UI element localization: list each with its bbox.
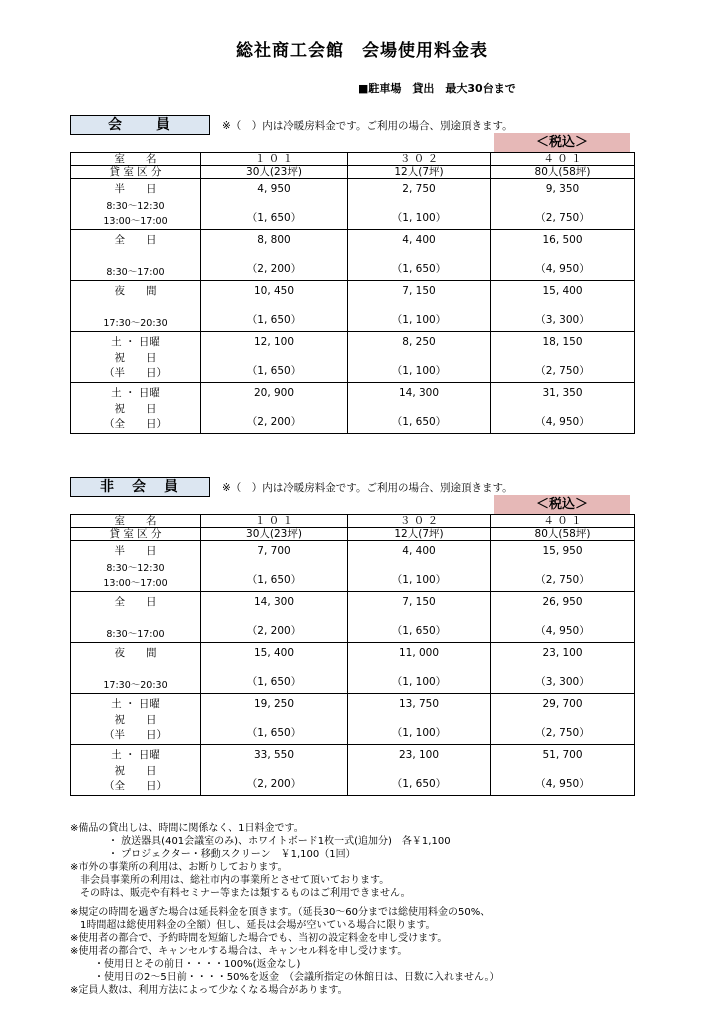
- price-pair: [201, 383, 347, 433]
- ac-fee-value: （1, 100）: [391, 574, 447, 586]
- ac-fee-value: （4, 950）: [535, 778, 590, 790]
- category-line3: （半 日）: [104, 729, 167, 741]
- category-line3: （半 日）: [104, 367, 167, 379]
- category-line1: 土 ・ 日曜: [111, 387, 160, 399]
- price-cell: [348, 592, 491, 643]
- category-lines: [71, 541, 200, 591]
- price-value: 15, 950: [542, 545, 583, 557]
- ac-fee-value: （3, 300）: [535, 314, 590, 326]
- category-line2: 8:30～12:30: [106, 562, 165, 574]
- room-2-capacity: 12人(7坪): [348, 528, 491, 541]
- table-row: [71, 694, 635, 745]
- category-lines: [71, 383, 200, 433]
- ac-fee-value: （4, 950）: [535, 416, 590, 428]
- table-row: [71, 281, 635, 332]
- table-row: [71, 383, 635, 434]
- price-cell: [201, 230, 348, 281]
- price-value: 2, 750: [402, 183, 436, 195]
- category-cell: [71, 541, 201, 592]
- table-row: [71, 230, 635, 281]
- members-section: [70, 115, 630, 445]
- price-pair: [491, 541, 634, 591]
- members-rate-table: [70, 152, 635, 434]
- price-cell: [348, 332, 491, 383]
- price-value: 18, 150: [542, 336, 583, 348]
- category-line1: 半 日: [114, 183, 157, 195]
- price-value: 15, 400: [542, 285, 583, 297]
- ac-fee-value: （2, 750）: [535, 365, 590, 377]
- price-pair: [348, 745, 490, 795]
- price-value: 8, 250: [402, 336, 436, 348]
- price-value: 9, 350: [545, 183, 580, 195]
- price-pair: [201, 592, 347, 642]
- price-cell: [491, 281, 635, 332]
- ac-fee-value: （1, 100）: [391, 212, 447, 224]
- ac-fee-value: （1, 650）: [391, 625, 447, 637]
- category-line3: 13:00～17:00: [103, 578, 168, 589]
- category-line3: 13:00～17:00: [103, 216, 168, 227]
- category-lines: [71, 179, 200, 229]
- price-pair: [348, 179, 490, 229]
- ac-fee-value: （2, 750）: [535, 727, 590, 739]
- header-room-label: 室 名: [71, 515, 201, 528]
- table-row: [71, 179, 635, 230]
- price-pair: [201, 694, 347, 744]
- note-no-sales: その時は、販売や有料セミナー等または類するものはご利用できません。: [80, 888, 411, 899]
- price-value: 15, 400: [253, 647, 295, 659]
- price-pair: [201, 643, 347, 693]
- table-row: [71, 643, 635, 694]
- price-cell: [201, 281, 348, 332]
- note-equipment: ※備品の貸出しは、時間に関係なく、1日料金です。: [70, 823, 304, 834]
- price-value: 20, 900: [253, 387, 295, 399]
- note-shortening: ※使用者の都合で、予約時間を短縮した場合でも、当初の設定料金を申し受けます。: [70, 933, 448, 944]
- price-pair: [491, 643, 634, 693]
- price-cell: [491, 694, 635, 745]
- ac-fee-value: （1, 650）: [246, 212, 302, 224]
- price-pair: [491, 179, 634, 229]
- category-line1: 土 ・ 日曜: [111, 336, 160, 348]
- price-cell: [348, 281, 491, 332]
- price-pair: [201, 179, 347, 229]
- table-row: [71, 745, 635, 796]
- category-line1: 夜 間: [114, 285, 157, 297]
- price-value: 14, 300: [398, 387, 440, 399]
- category-line3: 8:30～17:00: [106, 629, 165, 640]
- room-1-capacity: 30人(23坪): [201, 528, 348, 541]
- price-pair: [491, 332, 634, 382]
- price-value: 7, 700: [257, 545, 291, 557]
- price-pair: [348, 332, 490, 382]
- price-pair: [348, 643, 490, 693]
- price-value: 13, 750: [398, 698, 440, 710]
- price-pair: [348, 383, 490, 433]
- note-nonmember-scope: 非会員事業所の利用は、総社市内の事業所とさせて頂いております。: [80, 875, 390, 886]
- ac-fee-value: （1, 650）: [246, 365, 302, 377]
- category-line1: 夜 間: [114, 647, 157, 659]
- price-cell: [201, 592, 348, 643]
- category-line1: 土 ・ 日曜: [111, 698, 160, 710]
- note-extension: ※規定の時間を過ぎた場合は延長料金を頂きます。（延長30～60分までは総使用料金の50%、: [70, 907, 491, 918]
- category-lines: [71, 643, 200, 693]
- header-row-capacity: [71, 528, 635, 541]
- ac-fee-value: （1, 650）: [246, 574, 302, 586]
- price-cell: [348, 230, 491, 281]
- members-table-body: [71, 153, 635, 434]
- category-lines: [71, 694, 200, 744]
- ac-fee-value: （1, 100）: [391, 314, 447, 326]
- price-cell: [348, 383, 491, 434]
- price-value: 12, 100: [253, 336, 295, 348]
- category-line1: 半 日: [114, 545, 157, 557]
- ac-fee-value: （2, 750）: [535, 574, 590, 586]
- category-cell: [71, 383, 201, 434]
- room-1-capacity: 30人(23坪): [201, 166, 348, 179]
- category-cell: [71, 694, 201, 745]
- price-value: 33, 550: [253, 749, 295, 761]
- ac-fee-value: （1, 100）: [391, 365, 447, 377]
- price-value: 10, 450: [253, 285, 295, 297]
- nonmembers-rate-table: [70, 514, 635, 796]
- ac-fee-value: （2, 750）: [535, 212, 590, 224]
- category-line2: 祝 日: [114, 713, 157, 726]
- parking-info: ■駐車場 貸出 最大30台まで: [358, 82, 516, 95]
- price-value: 23, 100: [398, 749, 440, 761]
- category-line3: （全 日）: [104, 780, 167, 792]
- price-cell: [201, 383, 348, 434]
- note-cancel-day: ・使用日とその前日・・・・100%(返金なし): [94, 959, 301, 970]
- ac-fee-value: （2, 200）: [246, 416, 302, 428]
- price-value: 11, 000: [398, 647, 440, 659]
- price-cell: [201, 745, 348, 796]
- price-pair: [348, 694, 490, 744]
- nonmembers-tax-label: ＜税込＞: [494, 495, 630, 514]
- nonmembers-section: [70, 477, 630, 807]
- ac-fee-value: （4, 950）: [535, 263, 590, 275]
- price-pair: [348, 541, 490, 591]
- price-value: 29, 700: [542, 698, 583, 710]
- category-line2: 8:30～12:30: [106, 200, 165, 212]
- price-value: 14, 300: [253, 596, 295, 608]
- table-row: [71, 541, 635, 592]
- price-cell: [491, 332, 635, 383]
- nonmembers-ac-note: ※（ ）内は冷暖房料金です。ご利用の場合、別途頂きます。: [222, 482, 513, 494]
- price-value: 31, 350: [542, 387, 583, 399]
- room-3-name: ４ ０ １: [491, 153, 635, 166]
- price-cell: [348, 745, 491, 796]
- note-outside-city: ※市外の事業所の利用は、お断りしております。: [70, 862, 288, 873]
- ac-fee-value: （2, 200）: [246, 778, 302, 790]
- header-row-capacity: [71, 166, 635, 179]
- note-cancel-2to5: ・使用日の2～5日前・・・・50%を返金 （会議所指定の休館日は、日数に入れません。）: [94, 972, 500, 983]
- category-lines: [71, 592, 200, 642]
- note-extension-cont: 1時間超は総使用料金の全額）但し、延長は会場が空いている場合に限ります。: [80, 920, 436, 931]
- category-line1: 全 日: [114, 234, 157, 246]
- price-cell: [201, 541, 348, 592]
- price-pair: [348, 592, 490, 642]
- price-pair: [201, 332, 347, 382]
- category-line3: 17:30～20:30: [103, 680, 168, 691]
- price-cell: [348, 694, 491, 745]
- price-cell: [201, 694, 348, 745]
- room-1-name: １ ０ １: [201, 515, 348, 528]
- notes: [70, 822, 690, 997]
- price-pair: [348, 281, 490, 331]
- price-cell: [491, 179, 635, 230]
- price-pair: [348, 230, 490, 280]
- price-pair: [201, 745, 347, 795]
- price-cell: [491, 643, 635, 694]
- category-cell: [71, 230, 201, 281]
- price-pair: [201, 541, 347, 591]
- room-2-capacity: 12人(7坪): [348, 166, 491, 179]
- note-equipment-projector: ・ プロジェクター・移動スクリーン ￥1,100（1回）: [108, 849, 356, 860]
- note-capacity: ※定員人数は、利用方法によって少なくなる場合があります。: [70, 985, 348, 996]
- price-value: 7, 150: [402, 285, 436, 297]
- price-pair: [491, 694, 634, 744]
- price-value: 7, 150: [402, 596, 436, 608]
- price-cell: [491, 383, 635, 434]
- category-cell: [71, 745, 201, 796]
- ac-fee-value: （1, 650）: [246, 676, 302, 688]
- category-cell: [71, 332, 201, 383]
- ac-fee-value: （1, 650）: [391, 778, 447, 790]
- category-line3: （全 日）: [104, 418, 167, 430]
- price-cell: [201, 332, 348, 383]
- price-value: 4, 400: [402, 545, 436, 557]
- category-cell: [71, 179, 201, 230]
- price-value: 51, 700: [542, 749, 583, 761]
- room-2-name: ３ ０ ２: [348, 515, 491, 528]
- category-line1: 土 ・ 日曜: [111, 749, 160, 761]
- header-category-label: 貸 室 区 分: [71, 528, 201, 541]
- header-category-label: 貸 室 区 分: [71, 166, 201, 179]
- price-value: 4, 400: [402, 234, 436, 246]
- category-line2: 祝 日: [114, 764, 157, 777]
- price-cell: [491, 230, 635, 281]
- price-cell: [348, 179, 491, 230]
- note-equipment-audio: ・ 放送器具(401会議室のみ)、ホワイトボード1枚一式(追加分) 各￥1,100: [108, 836, 451, 847]
- members-ac-note: ※（ ）内は冷暖房料金です。ご利用の場合、別途頂きます。: [222, 120, 513, 132]
- category-lines: [71, 230, 200, 280]
- header-room-label: 室 名: [71, 153, 201, 166]
- room-2-name: ３ ０ ２: [348, 153, 491, 166]
- category-line1: 全 日: [114, 596, 157, 608]
- members-label: 会 員: [70, 115, 210, 135]
- ac-fee-value: （4, 950）: [535, 625, 590, 637]
- price-value: 16, 500: [542, 234, 583, 246]
- category-cell: [71, 281, 201, 332]
- category-line2: 祝 日: [114, 402, 157, 415]
- price-pair: [201, 281, 347, 331]
- price-pair: [491, 745, 634, 795]
- ac-fee-value: （1, 650）: [246, 727, 302, 739]
- price-pair: [201, 230, 347, 280]
- price-value: 26, 950: [542, 596, 583, 608]
- header-row-room: [71, 153, 635, 166]
- page-title: 総社商工会館 会場使用料金表: [236, 41, 488, 61]
- category-cell: [71, 592, 201, 643]
- category-lines: [71, 745, 200, 795]
- room-3-name: ４ ０ １: [491, 515, 635, 528]
- room-1-name: １ ０ １: [201, 153, 348, 166]
- category-line3: 8:30～17:00: [106, 267, 165, 278]
- room-3-capacity: 80人(58坪): [491, 166, 635, 179]
- price-value: 4, 950: [257, 183, 291, 195]
- nonmembers-table-body: [71, 515, 635, 796]
- ac-fee-value: （2, 200）: [246, 263, 302, 275]
- price-cell: [491, 541, 635, 592]
- header-row-room: [71, 515, 635, 528]
- table-row: [71, 332, 635, 383]
- price-cell: [201, 179, 348, 230]
- table-row: [71, 592, 635, 643]
- price-cell: [348, 643, 491, 694]
- category-cell: [71, 643, 201, 694]
- price-cell: [491, 745, 635, 796]
- price-cell: [491, 592, 635, 643]
- price-cell: [201, 643, 348, 694]
- note-cancel: ※使用者の都合で、キャンセルする場合は、キャンセル料を申し受けます。: [70, 946, 408, 957]
- ac-fee-value: （1, 100）: [391, 727, 447, 739]
- category-lines: [71, 281, 200, 331]
- price-pair: [491, 592, 634, 642]
- ac-fee-value: （1, 650）: [391, 416, 447, 428]
- category-line2: 祝 日: [114, 351, 157, 364]
- ac-fee-value: （1, 650）: [246, 314, 302, 326]
- ac-fee-value: （3, 300）: [535, 676, 590, 688]
- price-pair: [491, 281, 634, 331]
- price-pair: [491, 230, 634, 280]
- category-lines: [71, 332, 200, 382]
- ac-fee-value: （2, 200）: [246, 625, 302, 637]
- nonmembers-label: 非 会 員: [70, 477, 210, 497]
- price-value: 8, 800: [257, 234, 291, 246]
- room-3-capacity: 80人(58坪): [491, 528, 635, 541]
- ac-fee-value: （1, 650）: [391, 263, 447, 275]
- price-value: 23, 100: [542, 647, 583, 659]
- category-line3: 17:30～20:30: [103, 318, 168, 329]
- price-value: 19, 250: [253, 698, 295, 710]
- price-cell: [348, 541, 491, 592]
- price-pair: [491, 383, 634, 433]
- ac-fee-value: （1, 100）: [391, 676, 447, 688]
- members-tax-label: ＜税込＞: [494, 133, 630, 152]
